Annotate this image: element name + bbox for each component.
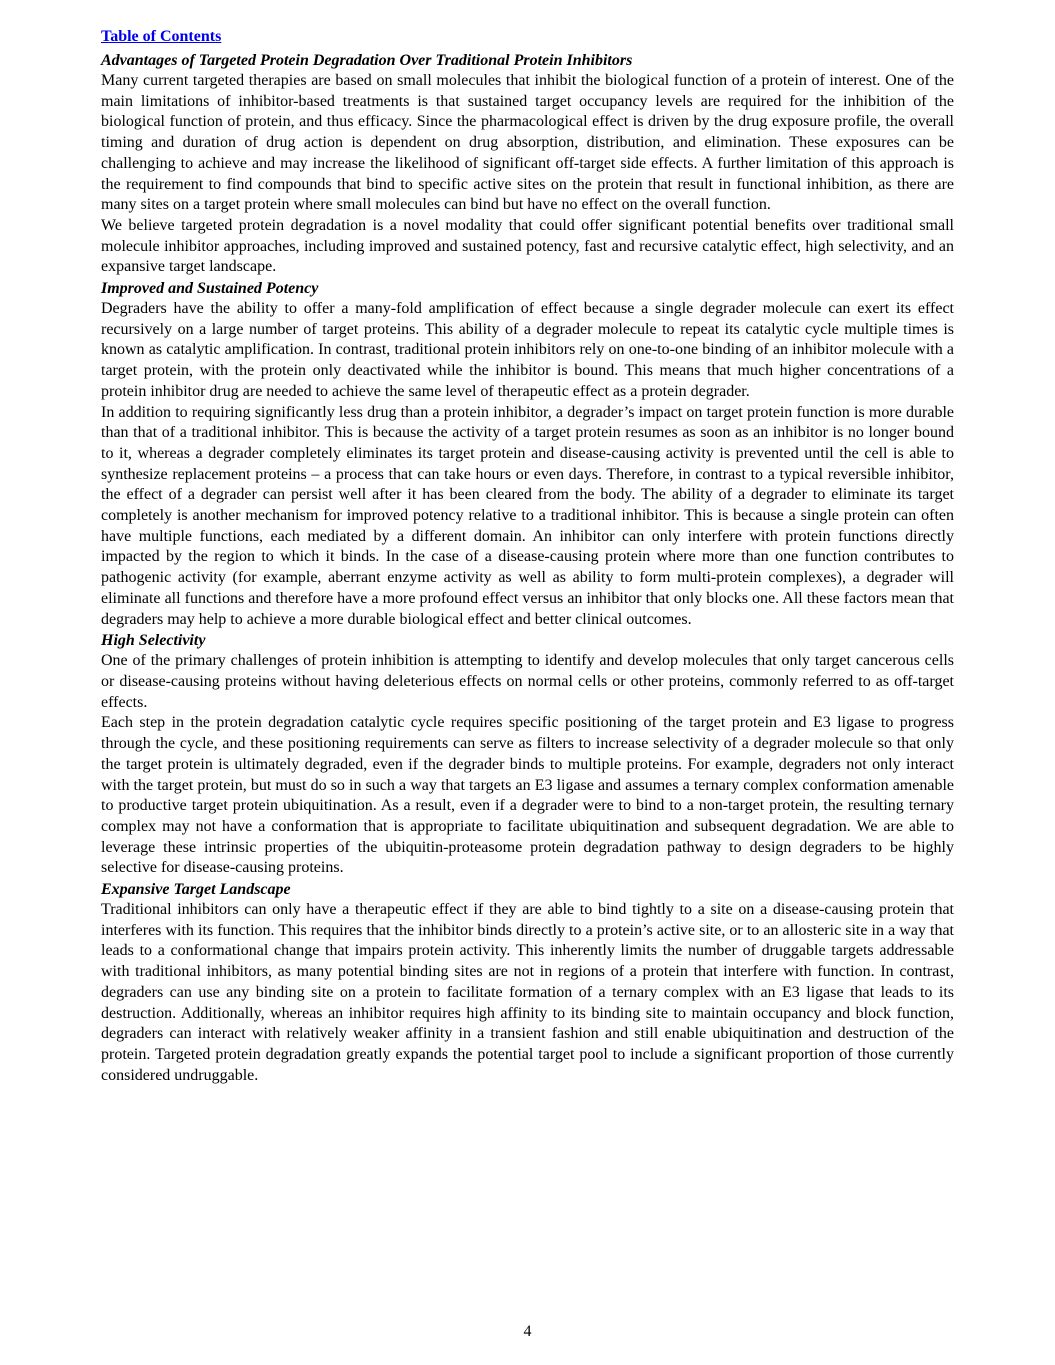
paragraph-target-landscape: Traditional inhibitors can only have a therapeutic effect if they are able to bind tightly to a site on a disease-causing protein that interferes with its function. This requires that the inhibitor binds directly to a protein’s active site, or to an allosteric site in a way that leads to a conformational change that impairs protein activity. This inherently limits the number of druggable targets addressable with traditional inhibitors, as many potential binding sites are not in regions of a protein that interfere with function. In contrast, degraders can use any binding site on a protein to facilitate formation of a ternary complex with an E3 ligase that leads to its destruction. Additionally, whereas an inhibitor requires high affinity to its binding site to maintain occupancy and block function, degraders can interact with relatively weaker affinity in a transient fashion and still enable ubiquitination and destruction of the protein. Targeted protein degradation greatly expands the potential target pool to include a significant proportion of those currently considered undruggable.	[101, 901, 954, 1084]
heading-advantages: Advantages of Targeted Protein Degradation Over Traditional Protein Inhibitors	[101, 52, 633, 69]
page-number: 4	[523, 1323, 532, 1340]
table-of-contents-link[interactable]: Table of Contents	[101, 28, 222, 45]
document-page	[101, 24, 954, 1086]
paragraph-selectivity-1: One of the primary challenges of protein inhibition is attempting to identify and develop molecules that only target cancerous cells or disease-causing proteins without having deleterious effects on normal cells or other proteins, commonly referred to as off-target effects.	[101, 652, 954, 711]
paragraph-potency-1: Degraders have the ability to offer a many-fold amplification of effect because a single degrader molecule can exert its effect recursively on a large number of target proteins. This ability of a degrader molecule to repeat its catalytic cycle multiple times is known as catalytic amplification. In contrast, traditional protein inhibitors rely on one-to-one binding of an inhibitor molecule with a target protein, with the protein only deactivated while the inhibitor is bound. This means that much higher concentrations of a protein inhibitor drug are needed to achieve the same level of therapeutic effect as a protein degrader.	[101, 300, 954, 400]
paragraph-advantages-2: We believe targeted protein degradation is a novel modality that could offer significant potential benefits over traditional small molecule inhibitor approaches, including improved and sustained potency, fast and recursive catalytic effect, high selectivity, and an expansive target landscape.	[101, 216, 954, 276]
heading-improved-potency: Improved and Sustained Potency	[101, 280, 319, 298]
heading-high-selectivity: High Selectivity	[101, 632, 206, 650]
paragraph-advantages-1: Many current targeted therapies are based on small molecules that inhibit the biological function of a protein of interest. One of the main limitations of inhibitor-based treatments is that sustained target occupancy levels are required for the inhibition of the biological function of protein, and thus efficacy. Since the pharmacological effect is driven by the drug exposure profile, the overall timing and duration of drug action is dependent on drug absorption, distribution, and elimination. These exposures can be challenging to achieve and may increase the likelihood of significant off-target side effects. A further limitation of this approach is the requirement to find compounds that bind to specific active sites on the protein that result in functional inhibition, as there are many sites on a target protein where small molecules can bind but have no effect on the overall function.	[101, 72, 954, 214]
paragraph-potency-2: In addition to requiring significantly less drug than a protein inhibitor, a degrader’s impact on target protein function is more durable than that of a traditional inhibitor. This is because the activity of a target protein resumes as soon as an inhibitor is no longer bound to it, whereas a degrader completely eliminates its target protein and disease-causing activity is prevented until the cell is able to synthesize replacement proteins – a process that can take hours or even days. Therefore, in contrast to a typical reversible inhibitor, the effect of a degrader can persist well after it has been cleared from the body. The ability of a degrader to eliminate its target completely is another mechanism for improved potency relative to a traditional inhibitor. This is because a single protein can often have multiple functions, each mediated by a different domain. An inhibitor can only interfere with protein functions directly impacted by the region to which it binds. In the case of a disease-causing protein where more than one function contributes to pathogenic activity (for example, aberrant enzyme activity as well as ability to form multi-protein complexes), a degrader will eliminate all functions and therefore have a more profound effect versus an inhibitor that only blocks one. All these factors mean that degraders may help to achieve a more durable biological effect and better clinical outcomes.	[101, 403, 954, 628]
heading-expansive-target: Expansive Target Landscape	[101, 881, 291, 899]
paragraph-selectivity-2: Each step in the protein degradation catalytic cycle requires specific positioning of the target protein and E3 ligase to progress through the cycle, and these positioning requirements can serve as filters to increase selectivity of a degrader molecule so that only the target protein is ultimately degraded, even if the degrader binds to multiple proteins. For example, degraders not only interact with the target protein, but must do so in such a way that targets an E3 ligase and assumes a ternary complex conformation amenable to productive target protein ubiquitination. As a result, even if a degrader were to bind to a non-target protein, the resulting ternary complex may not have a conformation that is appropriate to facilitate ubiquitination and subsequent degradation. We are able to leverage these intrinsic properties of the ubiquitin-proteasome protein degradation pathway to design degraders to be highly selective for disease-causing proteins.	[101, 714, 954, 877]
